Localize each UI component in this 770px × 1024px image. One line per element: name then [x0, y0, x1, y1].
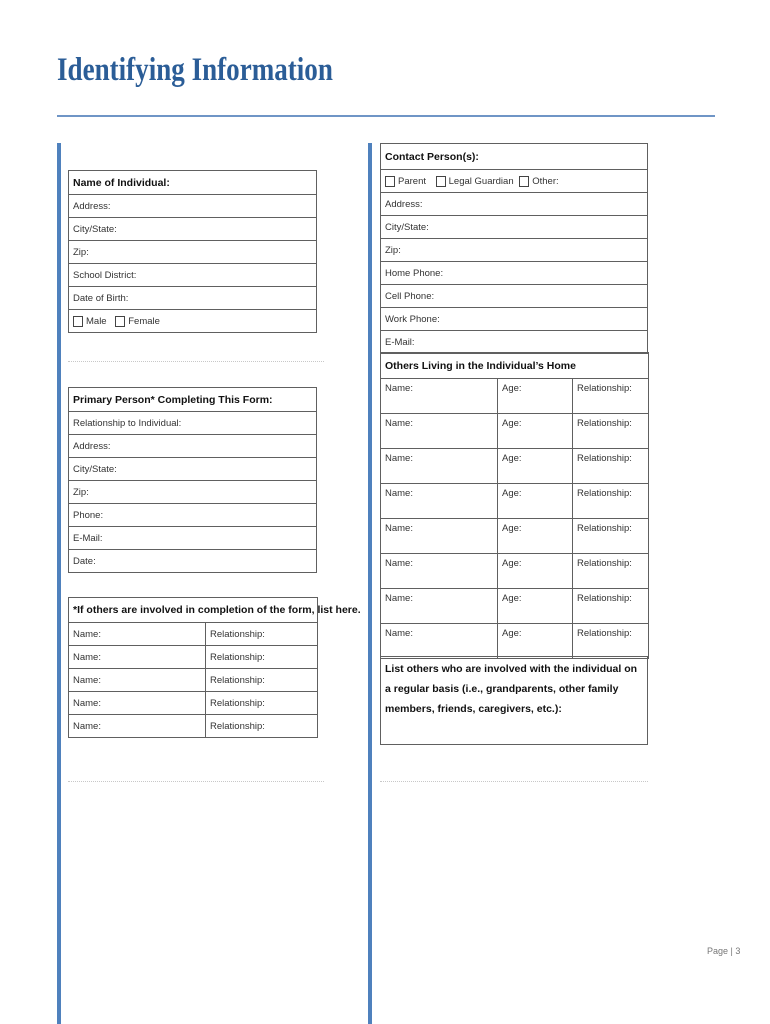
completion-relationship-field[interactable]: Relationship: [206, 669, 318, 692]
home-age-field[interactable]: Age: [498, 554, 573, 589]
home-age-field[interactable]: Age: [498, 589, 573, 624]
section-divider [68, 361, 324, 362]
table-row [381, 554, 649, 589]
other-label: Other: [532, 175, 559, 187]
table-row [381, 414, 649, 449]
table-row [381, 519, 649, 554]
home-age-field[interactable]: Age: [498, 414, 573, 449]
male-option[interactable] [73, 316, 107, 327]
list-others-table [380, 656, 648, 745]
individual-zip-field[interactable]: Zip: [69, 241, 317, 264]
female-option[interactable] [115, 316, 160, 327]
home-name-field[interactable]: Name: [381, 554, 498, 589]
contact-work-phone-field[interactable]: Work Phone: [381, 308, 648, 331]
section-divider [68, 781, 324, 782]
female-checkbox[interactable] [115, 316, 125, 327]
contact-table [380, 143, 648, 354]
table-row [381, 624, 649, 659]
primary-relationship-field[interactable]: Relationship to Individual: [69, 412, 317, 435]
home-name-field[interactable]: Name: [381, 414, 498, 449]
primary-person-table [68, 387, 317, 573]
primary-email-field[interactable]: E-Mail: [69, 527, 317, 550]
contact-cell-phone-field[interactable]: Cell Phone: [381, 285, 648, 308]
completion-relationship-field[interactable]: Relationship: [206, 715, 318, 738]
others-home-header: Others Living in the Individual’s Home [381, 353, 649, 379]
other-checkbox[interactable] [519, 176, 529, 187]
primary-city-state-field[interactable]: City/State: [69, 458, 317, 481]
table-row [69, 646, 318, 669]
individual-city-state-field[interactable]: City/State: [69, 218, 317, 241]
completion-name-field[interactable]: Name: [69, 623, 206, 646]
table-row [69, 692, 318, 715]
primary-zip-field[interactable]: Zip: [69, 481, 317, 504]
table-row [381, 449, 649, 484]
completion-relationship-field[interactable]: Relationship: [206, 646, 318, 669]
contact-header: Contact Person(s): [381, 144, 648, 170]
table-row [381, 379, 649, 414]
parent-label: Parent [398, 175, 426, 187]
home-name-field[interactable]: Name: [381, 484, 498, 519]
table-row [381, 484, 649, 519]
home-age-field[interactable]: Age: [498, 484, 573, 519]
home-relationship-field[interactable]: Relationship: [573, 519, 649, 554]
legal-guardian-label: Legal Guardian [448, 175, 514, 187]
contact-home-phone-field[interactable]: Home Phone: [381, 262, 648, 285]
home-age-field[interactable]: Age: [498, 624, 573, 659]
page-number: Page | 3 [707, 946, 741, 956]
home-relationship-field[interactable]: Relationship: [573, 554, 649, 589]
individual-dob-field[interactable]: Date of Birth: [69, 287, 317, 310]
primary-phone-field[interactable]: Phone: [69, 504, 317, 527]
home-relationship-field[interactable]: Relationship: [573, 449, 649, 484]
home-relationship-field[interactable]: Relationship: [573, 379, 649, 414]
other-option[interactable] [519, 176, 558, 187]
section-divider [380, 781, 648, 782]
home-age-field[interactable]: Age: [498, 379, 573, 414]
others-home-table [380, 352, 649, 659]
individual-table [68, 170, 317, 333]
completion-relationship-field[interactable]: Relationship: [206, 692, 318, 715]
primary-date-field[interactable]: Date: [69, 550, 317, 573]
home-relationship-field[interactable]: Relationship: [573, 624, 649, 659]
home-relationship-field[interactable]: Relationship: [573, 484, 649, 519]
home-name-field[interactable]: Name: [381, 449, 498, 484]
completion-relationship-field[interactable]: Relationship: [206, 623, 318, 646]
others-completion-table [68, 597, 361, 738]
home-name-field[interactable]: Name: [381, 624, 498, 659]
contact-city-state-field[interactable]: City/State: [381, 216, 648, 239]
table-row [381, 589, 649, 624]
others-completion-header: *If others are involved in completion of the form, list here. [69, 598, 318, 623]
completion-name-field[interactable]: Name: [69, 715, 206, 738]
table-row [69, 669, 318, 692]
completion-name-field[interactable]: Name: [69, 692, 206, 715]
home-age-field[interactable]: Age: [498, 519, 573, 554]
left-accent-bar [57, 143, 61, 1024]
table-row [69, 715, 318, 738]
home-name-field[interactable]: Name: [381, 379, 498, 414]
page-title: Identifying Information [57, 52, 333, 88]
legal-guardian-option[interactable] [436, 176, 514, 187]
individual-school-district-field[interactable]: School District: [69, 264, 317, 287]
home-relationship-field[interactable]: Relationship: [573, 589, 649, 624]
completion-name-field[interactable]: Name: [69, 669, 206, 692]
male-label: Male [86, 315, 107, 327]
individual-header: Name of Individual: [69, 171, 317, 195]
individual-address-field[interactable]: Address: [69, 195, 317, 218]
contact-address-field[interactable]: Address: [381, 193, 648, 216]
parent-checkbox[interactable] [385, 176, 395, 187]
primary-header: Primary Person* Completing This Form: [69, 388, 317, 412]
male-checkbox[interactable] [73, 316, 83, 327]
table-row [69, 623, 318, 646]
female-label: Female [128, 315, 160, 327]
home-age-field[interactable]: Age: [498, 449, 573, 484]
home-name-field[interactable]: Name: [381, 519, 498, 554]
legal-guardian-checkbox[interactable] [436, 176, 446, 187]
primary-address-field[interactable]: Address: [69, 435, 317, 458]
parent-option[interactable] [385, 176, 426, 187]
home-relationship-field[interactable]: Relationship: [573, 414, 649, 449]
contact-zip-field[interactable]: Zip: [381, 239, 648, 262]
home-name-field[interactable]: Name: [381, 589, 498, 624]
completion-name-field[interactable]: Name: [69, 646, 206, 669]
list-others-field[interactable]: List others who are involved with the individual on a regular basis (i.e., grandparents, other family members, friends, caregivers, etc.): [381, 657, 648, 745]
contact-type-row [381, 170, 648, 193]
contact-email-field[interactable]: E-Mail: [381, 331, 648, 354]
title-rule [57, 115, 715, 117]
right-accent-bar [368, 143, 372, 1024]
gender-row [69, 310, 317, 333]
